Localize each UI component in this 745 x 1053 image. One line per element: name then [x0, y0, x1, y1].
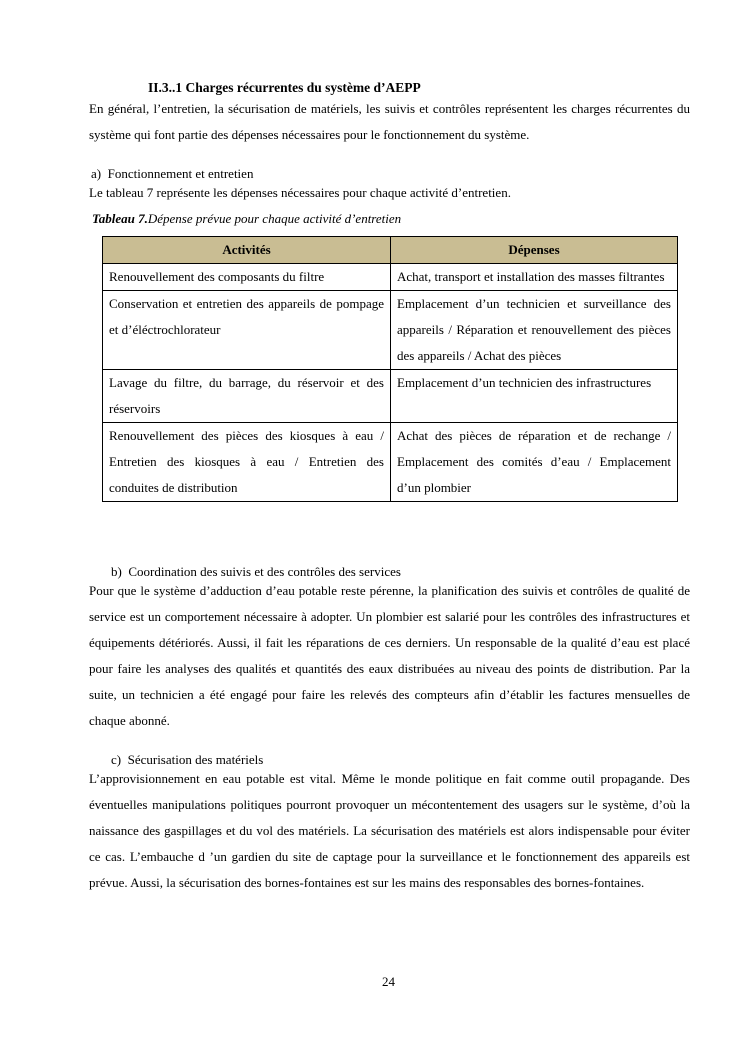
activity-cell: Lavage du filtre, du barrage, du réservoir et des réservoirs [103, 370, 391, 423]
expense-cell: Emplacement d’un technicien des infrastructures [391, 370, 678, 423]
intro-paragraph: En général, l’entretien, la sécurisation de matériels, les suivis et contrôles représentent les charges récurrentes du système qui font partie des dépenses nécessaires pour le fonctionnement du système. [89, 101, 690, 142]
table-caption [92, 211, 401, 227]
activity-cell: Conservation et entretien des appareils de pompage et d’éléctrochlorateur [103, 291, 391, 370]
subsection-a-text: Le tableau 7 représente les dépenses nécessaires pour chaque activité d’entretien. [89, 185, 511, 200]
table-row [103, 423, 678, 502]
subsection-b-heading: b) Coordination des suivis et des contrôles des services [111, 564, 401, 579]
table-caption-text: Dépense prévue pour chaque activité d’entretien [147, 211, 402, 226]
subsection-a-heading: a) Fonctionnement et entretien [91, 166, 254, 181]
table-row [103, 291, 678, 370]
subsection-b-text: Pour que le système d’adduction d’eau potable reste pérenne, la planification des suivis et contrôles de qualité de service est un comportement nécessaire à adopter. Un plombier est salarié pour les contrôles des infrastructures et équipements détériorés. Aussi, il fait les réparations de ces derniers. Un responsable de la qualité d’eau est placé pour faire les analyses des qualités et quantités des eaux distribuées au niveau des points de distribution. Par la suite, un technicien a été engagé pour faire les relevés des compteurs afin d’établir les factures mensuelles de chaque abonné. [89, 583, 690, 728]
header-activities: Activités [103, 237, 391, 264]
expense-cell: Achat, transport et installation des masses filtrantes [391, 264, 678, 291]
table-caption-label: Tableau 7. [92, 211, 148, 226]
section-title: II.3..1 Charges récurrentes du système d’AEPP [148, 80, 421, 95]
expense-cell: Emplacement d’un technicien et surveillance des appareils / Réparation et renouvellement des pièces des appareils / Achat des pièces [391, 291, 678, 370]
activity-cell: Renouvellement des pièces des kiosques à eau / Entretien des kiosques à eau / Entretien des conduites de distribution [103, 423, 391, 502]
subsection-c-text: L’approvisionnement en eau potable est vital. Même le monde politique en fait comme outil propagande. Des éventuelles manipulations politiques pourront provoquer un mécontentement des usagers sur le système, d’où la naissance des gaspillages et du vol des matériels. La sécurisation des matériels est alors indispensable pour éviter ce cas. L’embauche d ’un gardien du site de captage pour la surveillance et le fonctionnement des appareils est prévue. Aussi, la sécurisation des bornes-fontaines est sur les mains des responsables des bornes-fontaines. [89, 771, 690, 890]
activity-cell: Renouvellement des composants du filtre [103, 264, 391, 291]
table-header-row [103, 237, 678, 264]
page-number: 24 [382, 974, 395, 989]
subsection-c-heading: c) Sécurisation des matériels [111, 752, 264, 767]
table-row [103, 370, 678, 423]
expense-cell: Achat des pièces de réparation et de rechange / Emplacement des comités d’eau / Emplacement d’un plombier [391, 423, 678, 502]
header-expenses: Dépenses [391, 237, 678, 264]
expense-table [102, 236, 678, 502]
table-row [103, 264, 678, 291]
